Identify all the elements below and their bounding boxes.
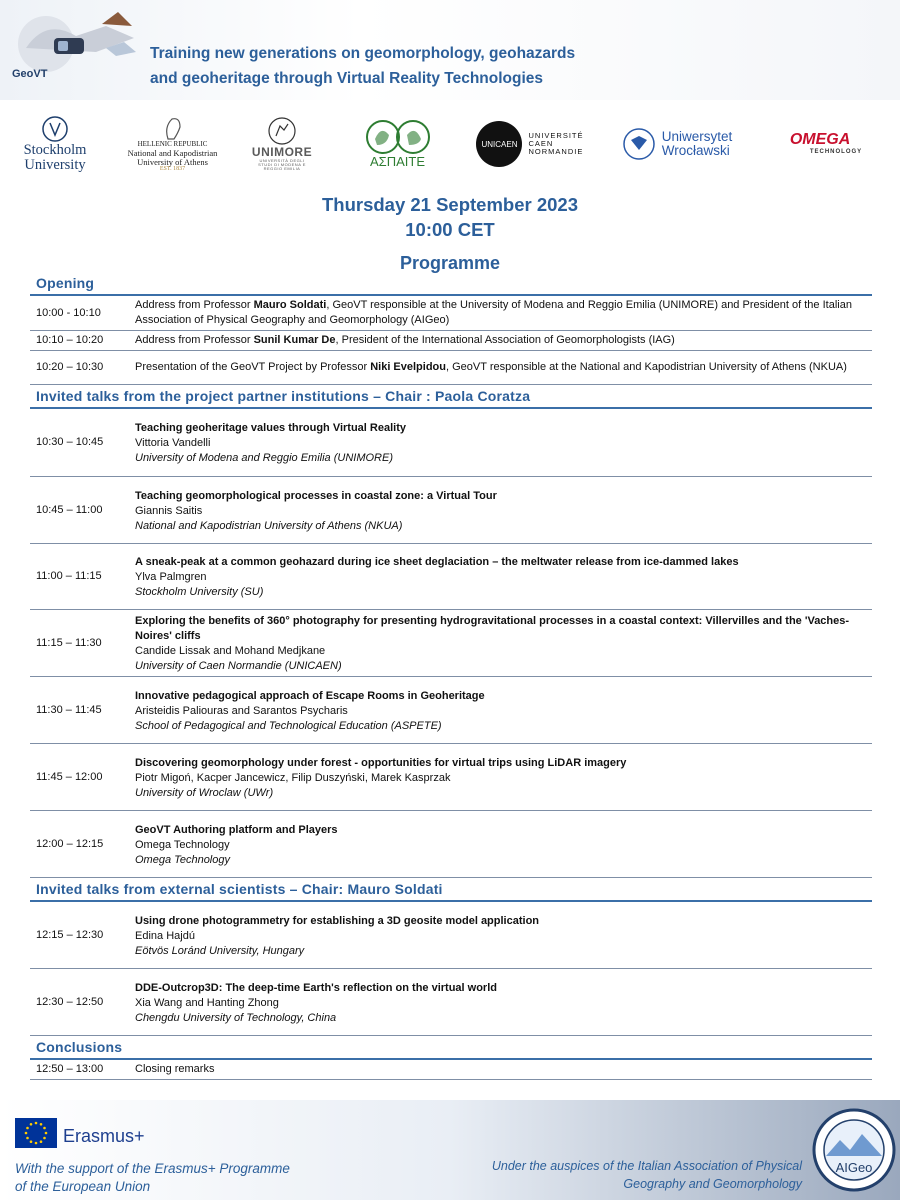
unicaen-line2: CAEN bbox=[528, 139, 554, 149]
row-description: Closing remarks bbox=[135, 1063, 215, 1075]
row-time: 10:00 - 10:10 bbox=[36, 306, 101, 319]
header-title bbox=[150, 41, 710, 91]
talk-title: Exploring the benefits of 360° photography for presenting hydrogravitational processes in a coastal context: Villervilles and the 'Vaches-Noires' cliffs bbox=[135, 615, 850, 642]
event-date: Thursday 21 September 2023 bbox=[321, 194, 579, 215]
row-time: 10:45 – 11:00 bbox=[36, 503, 103, 516]
support-line2: of the European Union bbox=[15, 1179, 151, 1194]
wroclaw-line1: Uniwersytet bbox=[661, 128, 733, 144]
unicaen-mark-text: UNICAEN bbox=[481, 139, 518, 149]
wroclaw-text bbox=[662, 130, 733, 158]
talk-details bbox=[135, 754, 872, 801]
talk-title: DDE-Outcrop3D: The deep-time Earth's reflection on the virtual world bbox=[135, 981, 497, 994]
unicaen-line3: NORMANDIE bbox=[528, 146, 584, 156]
talk-row bbox=[30, 409, 872, 477]
erasmus-support-note bbox=[15, 1160, 315, 1196]
talk-speakers: Edina Hajdú bbox=[135, 929, 195, 942]
row-time: 11:15 – 11:30 bbox=[36, 636, 102, 649]
talk-row bbox=[30, 477, 872, 544]
unicaen-mark-icon bbox=[476, 121, 522, 167]
talk-row bbox=[30, 544, 872, 610]
talk-institution: Eötvös Loránd University, Hungary bbox=[135, 944, 305, 957]
row-description: Address from Professor Sunil Kumar De, President of the International Association of Geomorphologists (IAG) bbox=[135, 334, 675, 346]
unimore-logo bbox=[252, 104, 312, 184]
row-time: 12:00 – 12:15 bbox=[36, 837, 104, 850]
wroclaw-line2: Wrocławski bbox=[661, 143, 730, 158]
support-line1: With the support of the Erasmus+ Programme bbox=[15, 1161, 290, 1176]
athens-line3: University of Athens bbox=[137, 156, 208, 167]
talk-title: Teaching geoheritage values through Virtual Reality bbox=[135, 422, 406, 434]
talk-details bbox=[135, 979, 872, 1026]
unimore-subtitle: UNIVERSITÀ DEGLI STUDI DI MODENA E REGGIO EMILIA bbox=[258, 158, 306, 172]
wroclaw-logo bbox=[612, 104, 742, 184]
talk-title: Discovering geomorphology under forest - opportunities for virtual trips using LiDAR imagery bbox=[135, 756, 627, 769]
talk-speakers: Giannis Saitis bbox=[135, 504, 203, 517]
auspices-line2: Geography and Geomorphology bbox=[623, 1177, 802, 1191]
talk-details bbox=[135, 419, 872, 466]
talk-details bbox=[135, 687, 872, 734]
row-time: 10:30 – 10:45 bbox=[36, 436, 104, 448]
partner-talks bbox=[30, 409, 872, 878]
opening-row bbox=[30, 331, 872, 351]
talk-row bbox=[30, 969, 872, 1036]
aigeo-seal-text: AIGeo bbox=[835, 1160, 873, 1175]
partner-logos bbox=[0, 104, 900, 184]
stockholm-logo bbox=[10, 104, 100, 184]
auspices-note bbox=[470, 1157, 802, 1193]
athens-logo bbox=[120, 104, 225, 184]
athens-line4: EST. 1837 bbox=[159, 166, 186, 173]
talk-details bbox=[135, 912, 872, 959]
athena-head-icon bbox=[162, 115, 184, 141]
conclusions-row bbox=[30, 1060, 872, 1080]
omega-name: OMEGA bbox=[789, 131, 851, 149]
talk-row bbox=[30, 811, 872, 878]
talk-details bbox=[135, 821, 872, 868]
row-description: Address from Professor Mauro Soldati, GeoVT responsible at the University of Modena and Reggio Emilia (UNIMORE) and President of the Italian Association of Physical Geography and Geomorphology (AIGeo) bbox=[135, 299, 852, 326]
section-partners-heading: Invited talks from the project partner institutions – Chair : Paola Coratza bbox=[30, 385, 872, 409]
talk-speakers: Aristeidis Paliouras and Sarantos Psycharis bbox=[135, 704, 348, 717]
talk-institution: Stockholm University (SU) bbox=[135, 586, 264, 598]
header-banner bbox=[0, 0, 900, 100]
talk-institution: University of Wroclaw (UWr) bbox=[135, 786, 274, 799]
stockholm-name: Stockholm University bbox=[23, 141, 87, 173]
aspete-name: ΑΣΠΑΙΤΕ bbox=[370, 154, 425, 170]
auspices-line1: Under the auspices of the Italian Association of Physical bbox=[491, 1159, 802, 1173]
row-time: 12:50 – 13:00 bbox=[36, 1063, 104, 1075]
unimore-seal-icon bbox=[268, 116, 296, 146]
event-date-block bbox=[0, 192, 900, 242]
opening-row bbox=[30, 296, 872, 331]
section-conclusions-heading: Conclusions bbox=[30, 1036, 872, 1060]
talk-institution: University of Caen Normandie (UNICAEN) bbox=[135, 660, 342, 672]
erasmus-logo-text: Erasmus+ bbox=[63, 1126, 145, 1146]
talk-details bbox=[135, 487, 872, 534]
talk-speakers: Vittoria Vandelli bbox=[135, 437, 211, 449]
speaker-name: Niki Evelpidou bbox=[370, 361, 446, 373]
talk-speakers: Piotr Migoń, Kacper Jancewicz, Filip Duszyński, Marek Kasprzak bbox=[135, 771, 451, 784]
row-time: 10:20 – 10:30 bbox=[36, 361, 104, 373]
talk-institution: National and Kapodistrian University of Athens (NKUA) bbox=[135, 519, 403, 532]
row-time: 11:00 – 11:15 bbox=[36, 570, 102, 582]
talk-speakers: Omega Technology bbox=[135, 838, 230, 851]
talk-row bbox=[30, 610, 872, 677]
talk-speakers: Xia Wang and Hanting Zhong bbox=[135, 996, 279, 1009]
talk-institution: Chengdu University of Technology, China bbox=[135, 1011, 337, 1024]
stockholm-crest-icon bbox=[42, 115, 68, 143]
aspete-heads-icon bbox=[363, 119, 433, 155]
athens-line2: National and Kapodistrian bbox=[127, 147, 218, 158]
speaker-name: Sunil Kumar De bbox=[253, 334, 336, 346]
section-external-heading: Invited talks from external scientists – Chair: Mauro Soldati bbox=[30, 878, 872, 902]
talk-row bbox=[30, 677, 872, 744]
talk-details bbox=[135, 612, 872, 674]
talk-title: A sneak-peak at a common geohazard during ice sheet deglaciation – the meltwater release from ice-dammed lakes bbox=[135, 556, 739, 568]
talk-speakers: Candide Lissak and Mohand Medjkane bbox=[135, 645, 326, 657]
talk-title: Teaching geomorphological processes in coastal zone: a Virtual Tour bbox=[135, 489, 497, 502]
event-time: 10:00 CET bbox=[405, 219, 495, 240]
talk-speakers: Ylva Palmgren bbox=[135, 571, 207, 583]
row-time: 11:45 – 12:00 bbox=[36, 770, 103, 783]
talk-details bbox=[135, 553, 872, 600]
unimore-name: UNIMORE bbox=[251, 145, 313, 160]
footer-banner bbox=[0, 1100, 900, 1200]
opening-row bbox=[30, 351, 872, 385]
omega-subtitle: TECHNOLOGY bbox=[809, 149, 863, 156]
speaker-name: Mauro Soldati bbox=[253, 299, 327, 311]
talk-row bbox=[30, 902, 872, 969]
header-title-line2: and geoheritage through Virtual Reality Technologies bbox=[150, 70, 544, 87]
wroclaw-eagle-icon bbox=[622, 124, 656, 164]
programme-table bbox=[30, 272, 872, 1080]
athens-line1: HELLENIC REPUBLIC bbox=[137, 140, 208, 149]
unicaen-logo bbox=[470, 104, 590, 184]
unicaen-line1: UNIVERSITÉ bbox=[528, 131, 584, 141]
eu-flag-icon bbox=[15, 1118, 57, 1148]
geovt-logo-text: GeoVT bbox=[12, 68, 48, 80]
talk-row bbox=[30, 744, 872, 811]
row-time: 10:10 – 10:20 bbox=[36, 334, 104, 346]
omega-logo bbox=[770, 104, 882, 184]
talk-title: Innovative pedagogical approach of Escape Rooms in Geoheritage bbox=[135, 689, 485, 702]
geovt-logo-icon bbox=[6, 8, 138, 94]
section-opening-heading: Opening bbox=[30, 272, 872, 296]
unicaen-text bbox=[528, 132, 583, 156]
aigeo-seal-icon bbox=[812, 1108, 896, 1192]
talk-institution: School of Pedagogical and Technological Education (ASPETE) bbox=[135, 719, 442, 732]
external-talks bbox=[30, 902, 872, 1036]
talk-title: Using drone photogrammetry for establishing a 3D geosite model application bbox=[135, 914, 540, 927]
talk-title: GeoVT Authoring platform and Players bbox=[135, 823, 338, 836]
talk-institution: University of Modena and Reggio Emilia (UNIMORE) bbox=[135, 452, 393, 464]
row-time: 11:30 – 11:45 bbox=[36, 703, 102, 716]
programme-title: Programme bbox=[399, 253, 501, 273]
row-time: 12:15 – 12:30 bbox=[36, 928, 104, 941]
aspete-logo bbox=[355, 104, 440, 184]
row-time: 12:30 – 12:50 bbox=[36, 995, 104, 1008]
row-description: Presentation of the GeoVT Project by Professor Niki Evelpidou, GeoVT responsible at the National and Kapodistrian University of Athens (NKUA) bbox=[135, 361, 847, 373]
talk-institution: Omega Technology bbox=[135, 853, 230, 866]
header-title-line1: Training new generations on geomorphology, geohazards bbox=[150, 45, 576, 62]
